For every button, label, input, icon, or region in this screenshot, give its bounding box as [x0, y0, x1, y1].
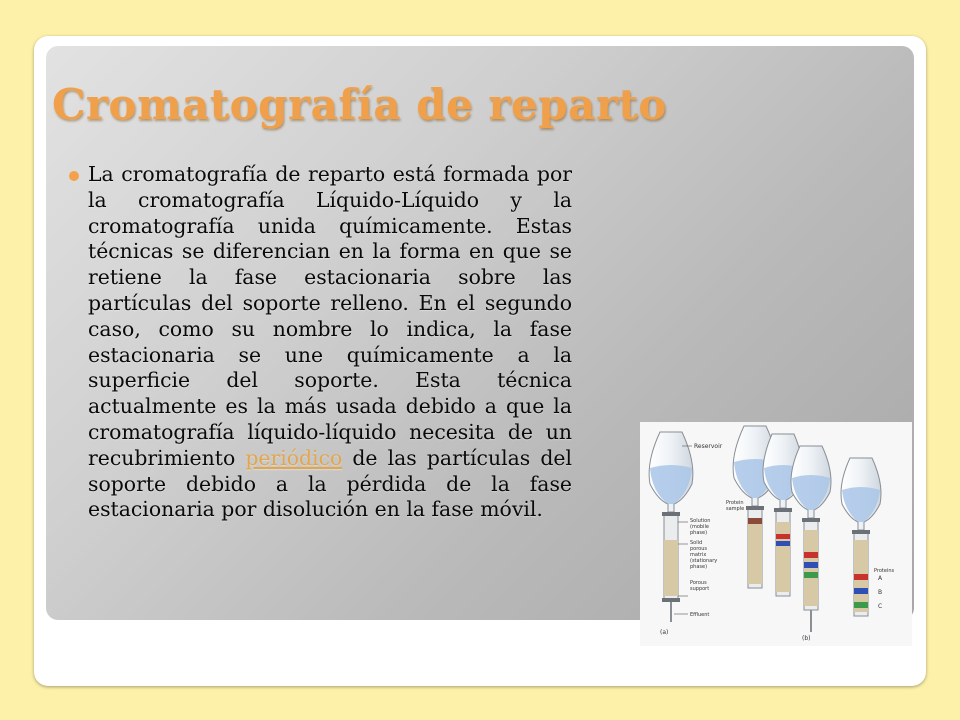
label-solid: Solid: [690, 540, 703, 546]
column-a: [649, 432, 723, 636]
label-proteins: Proteins: [874, 568, 895, 574]
label-a: A: [878, 575, 883, 582]
label-effluent: Effluent: [690, 612, 710, 618]
label-matrix: matrix: [690, 552, 707, 558]
label-sample: sample: [726, 506, 745, 512]
periodico-link[interactable]: periódico: [245, 445, 343, 470]
label-porous-support: Porous: [690, 580, 707, 586]
column-b3: [791, 446, 831, 642]
bullet-icon: [69, 171, 79, 181]
label-porous-support-2: support: [690, 586, 710, 592]
label-stationary: (stationary: [690, 558, 718, 564]
label-b: B: [878, 589, 883, 596]
label-c: C: [878, 603, 883, 610]
chromatography-columns-illustration: [640, 422, 912, 646]
label-mobile-2: phase): [690, 530, 708, 536]
slide-title: Cromatografía de reparto: [52, 80, 667, 129]
label-stationary-2: phase): [690, 564, 708, 570]
label-panel-a: (a): [660, 629, 669, 636]
label-solution: Solution: [690, 518, 711, 524]
label-protein: Protein: [726, 500, 744, 506]
label-porous: porous: [690, 546, 708, 552]
label-reservoir: Reservoir: [694, 443, 723, 450]
chromatography-figure: [640, 422, 912, 646]
slide-paragraph: [88, 162, 572, 523]
label-panel-b: (b): [802, 635, 811, 642]
paragraph-text-start: La cromatografía de reparto está formada por la cromatografía Líquido-Líquido y la cromatografía unida químicamente. Estas técnicas se diferencian en la forma en que se retiene la fase estacionaria sobre las partículas del soporte relleno. En el segundo caso, como su nombre lo indica, la fase estacionaria se une químicamente a la superficie del soporte. Esta técnica actualmente es la más usada debido a que la cromatografía líquido-líquido necesita de un recubrimiento: [88, 162, 572, 470]
paragraph-text-end: de las partículas del soporte debido a la pérdida de la fase estacionaria por disolución en la fase móvil.: [88, 445, 572, 522]
column-b4: [841, 458, 895, 616]
label-mobile: (mobile: [690, 524, 709, 530]
